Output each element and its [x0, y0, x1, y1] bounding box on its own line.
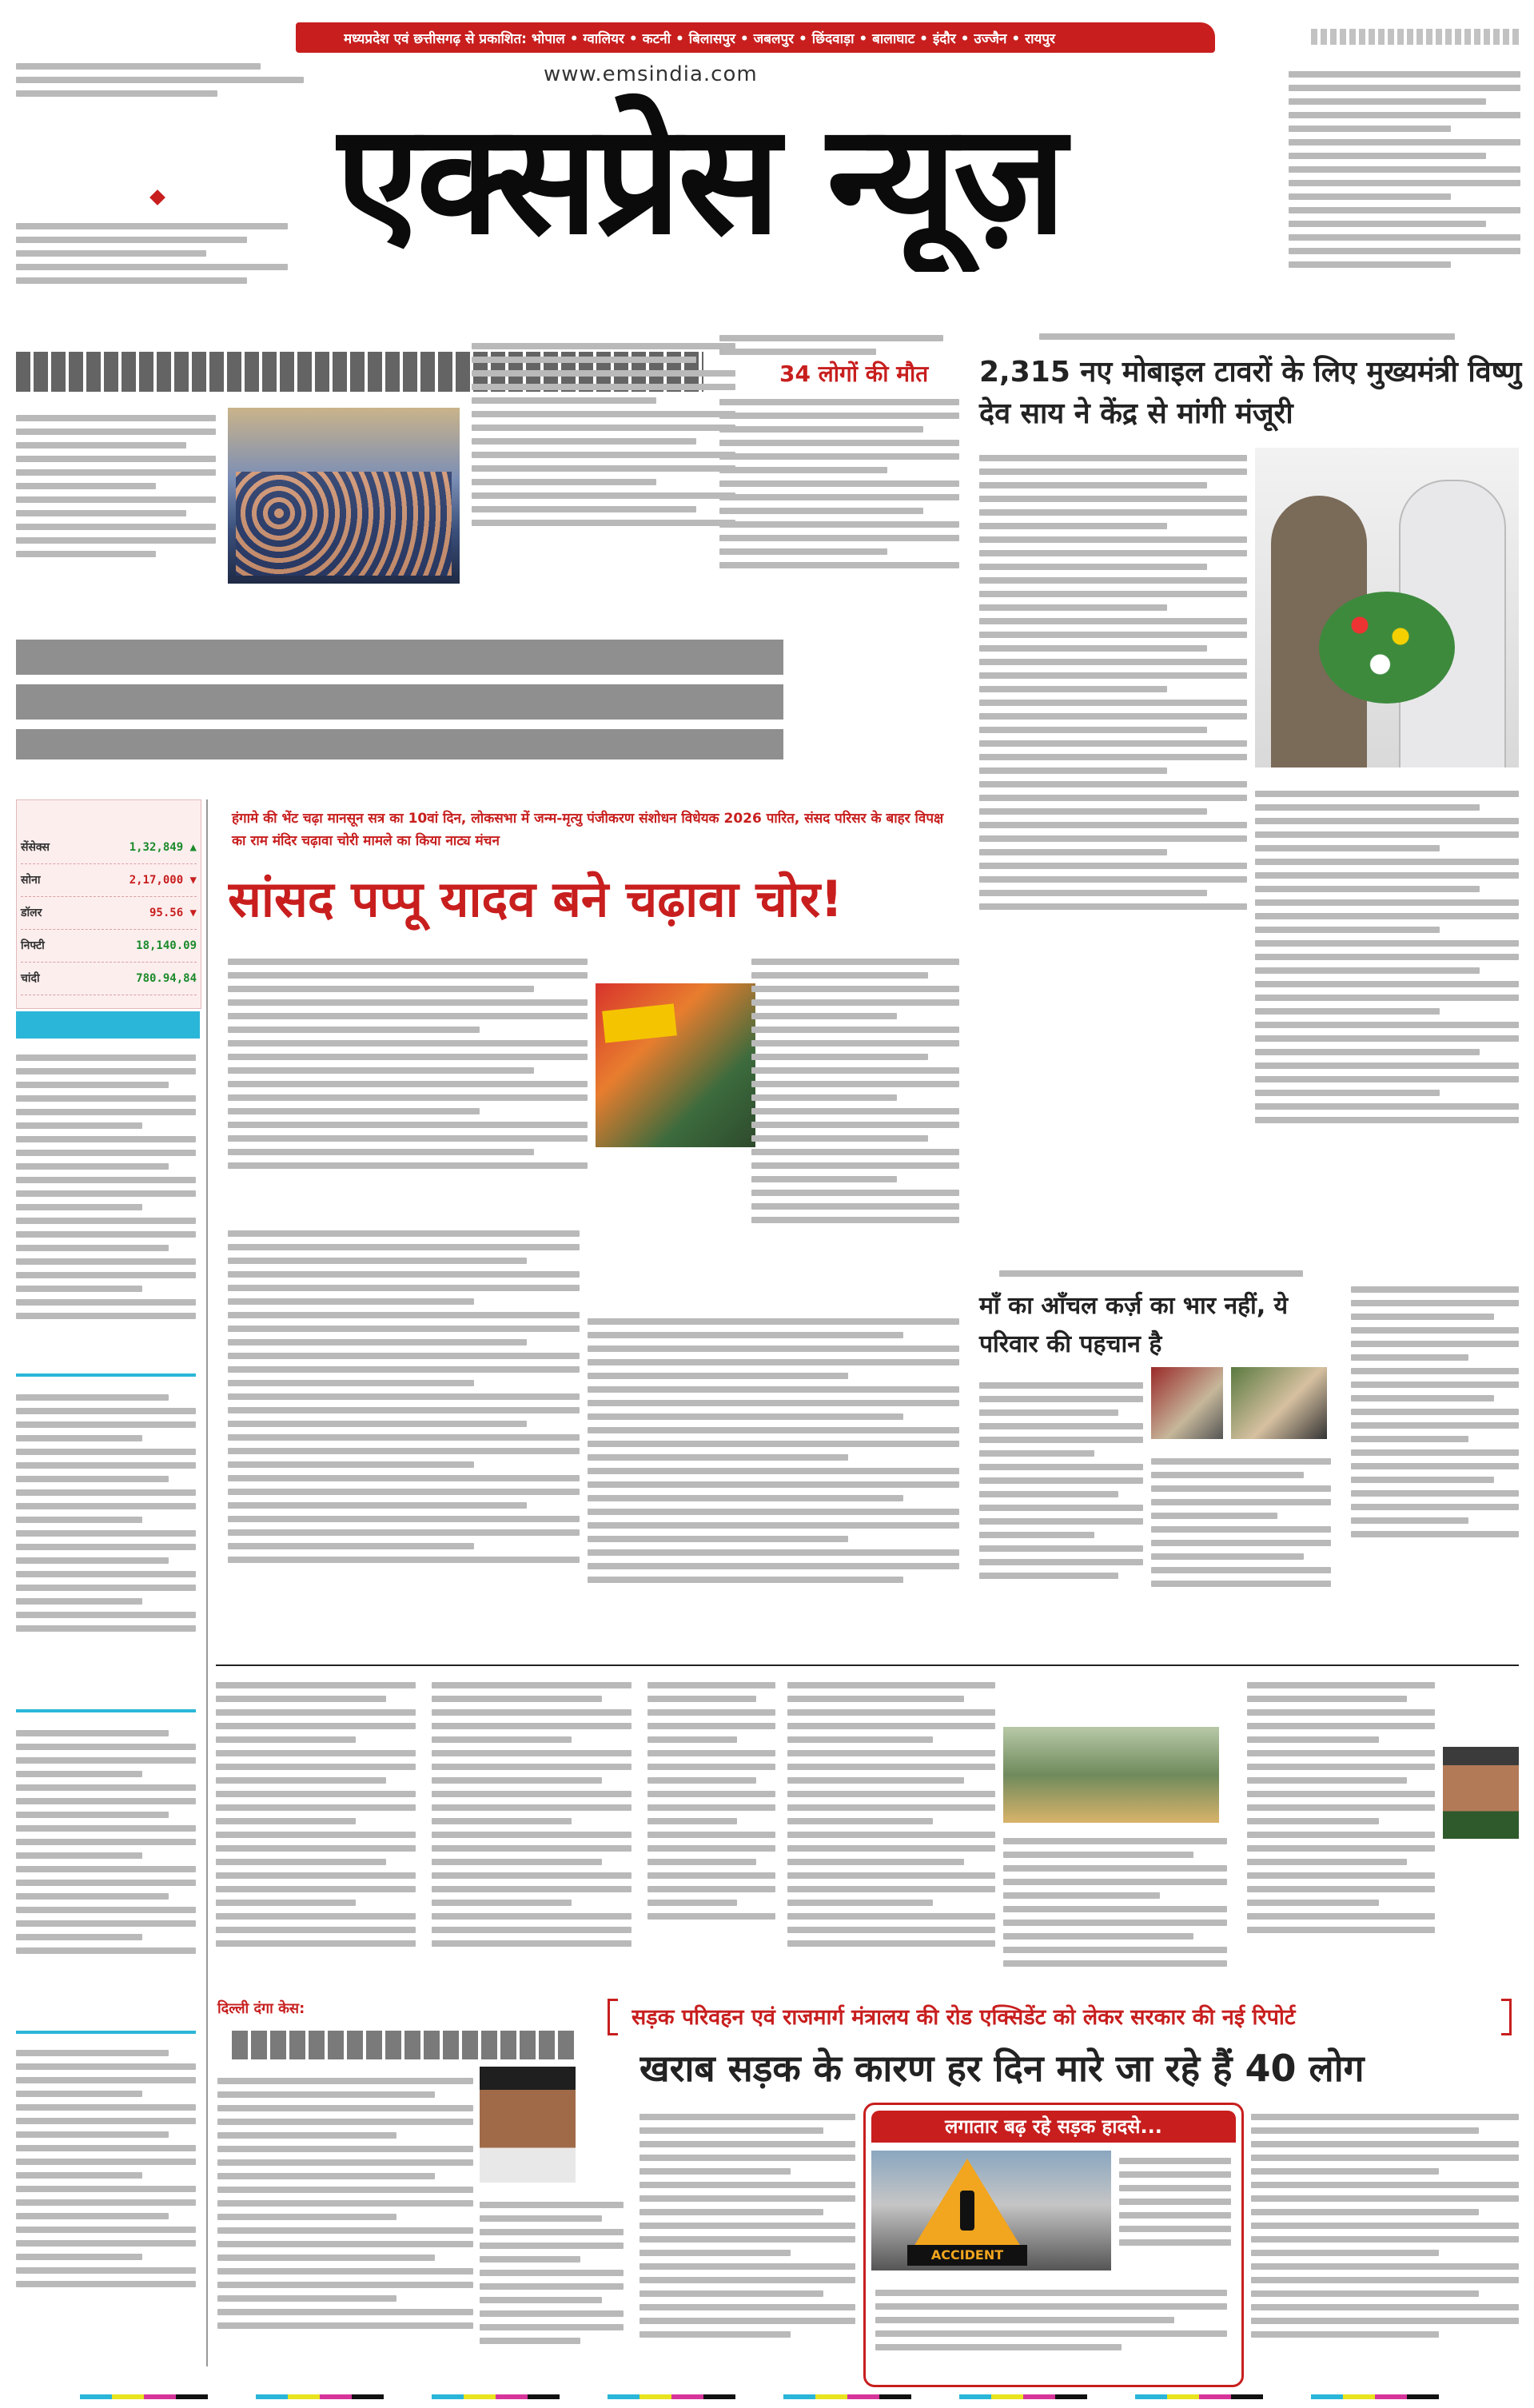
exclamation-icon	[960, 2191, 974, 2231]
bottom-story-2	[432, 1675, 632, 2011]
left-column-rule	[206, 799, 208, 2366]
left-column-text-3	[16, 1723, 196, 2019]
delhi-riots-headline	[232, 2031, 576, 2059]
bottom-story-1	[216, 1675, 416, 2011]
far-right-column	[1351, 1279, 1519, 1663]
pappu-photo	[596, 983, 755, 1147]
pappu-text-3	[228, 1223, 580, 1639]
mothers-headline: माँ का आँचल कर्ज़ का भार नहीं, ये परिवार की पहचान है	[979, 1292, 1289, 1358]
mid-left-headline	[16, 640, 783, 759]
pappu-kicker: हंगामे की भेंट चढ़ा मानसून सत्र का 10वां दिन, लोकसभा में जन्म-मृत्यु पंजीकरण संशोधन विधेयक 2026 पारित, संसद परिसर के बाहर विपक्ष का राम मंदिर चढ़ावा चोरी मामले का किया नाट्य मंचन	[232, 811, 944, 849]
left-column-text-4	[16, 2043, 196, 2362]
death-toll-text	[719, 392, 959, 608]
market-label: चांदी	[21, 972, 40, 985]
road-box-sign: ACCIDENT	[907, 2245, 1027, 2266]
masthead-title: एक्सप्रेस न्यूज़	[336, 91, 1063, 268]
edition-panel	[16, 56, 304, 320]
mothers-photo-2	[1231, 1367, 1327, 1439]
market-cyan-bar	[16, 1011, 200, 1039]
road-accident-photo	[871, 2151, 1111, 2270]
left-column-text	[16, 1047, 196, 1367]
diamond-icon	[149, 189, 165, 205]
registration-strip	[80, 2394, 1455, 2399]
delhi-riots-label: दिल्ली दंगा केस:	[217, 2000, 305, 2017]
cm-text	[979, 448, 1247, 1023]
mothers-text	[979, 1375, 1143, 1663]
pappu-text-4	[588, 1311, 959, 1639]
top-left-text	[16, 408, 216, 584]
market-rows	[21, 831, 197, 995]
pappu-text-2	[751, 951, 959, 1287]
top-left-photo	[228, 408, 460, 584]
market-value: 18,140.09	[136, 939, 197, 952]
left-cyan-divider-1	[16, 1373, 196, 1377]
bottom-story-3	[647, 1675, 775, 2011]
market-label: निफ्टी	[21, 939, 45, 952]
top-center-text	[472, 336, 735, 592]
cm-photo	[1255, 448, 1519, 767]
bottom-group-photo	[1003, 1727, 1219, 1823]
road-box-title: लगातार बढ़ रहे सड़क हादसे...	[871, 2111, 1236, 2143]
market-row	[21, 864, 197, 897]
mothers-text-2	[1151, 1451, 1331, 1659]
bottom-story-6	[1247, 1675, 1435, 2011]
market-value: 780.94,84	[136, 972, 197, 985]
mothers-photo-1	[1151, 1367, 1223, 1439]
road-kicker-bracket-right	[1501, 1999, 1512, 2035]
website-right	[1311, 29, 1519, 45]
road-headline: खराब सड़क के कारण हर दिन मारे जा रहे हैं 40 लोग	[639, 2047, 1365, 2090]
delhi-riots-portrait	[480, 2067, 576, 2183]
road-text-2	[1251, 2107, 1519, 2394]
right-top-column	[1289, 64, 1520, 336]
delhi-riots-text	[217, 2071, 473, 2390]
pappu-text-1	[228, 951, 588, 1215]
masthead-website: www.emsindia.com	[544, 62, 758, 86]
delhi-riots-text-2	[480, 2195, 624, 2390]
market-row	[21, 831, 197, 864]
market-label: डॉलर	[21, 907, 42, 919]
bottom-story-4	[787, 1675, 995, 2011]
road-text-1	[639, 2107, 855, 2394]
bottom-row-rule	[216, 1664, 1519, 1666]
left-column-text-2	[16, 1387, 196, 1699]
market-row	[21, 930, 197, 963]
market-value: 1,32,849 ▲	[129, 841, 197, 854]
market-value: 95.56 ▼	[149, 907, 197, 919]
cm-headline: 2,315 नए मोबाइल टावरों के लिए मुख्यमंत्री विष्णु देव साय ने केंद्र से मांगी मंजूरी	[979, 356, 1522, 430]
market-value: 2,17,000 ▼	[129, 874, 197, 887]
road-box-text	[875, 2282, 1227, 2374]
bouquet-icon	[1319, 592, 1455, 704]
top-strip-text: मध्यप्रदेश एवं छत्तीसगढ़ से प्रकाशित: भोपाल • ग्वालियर • कटनी • बिलासपुर • जबलपुर • छिंदवाड़ा • बालाघाट • इंदौर • उज्जैन • रायपुर	[344, 31, 1055, 47]
pappu-headline: सांसद पप्पू यादव बने चढ़ावा चोर!	[228, 870, 843, 928]
market-row	[21, 963, 197, 995]
death-toll-kicker	[719, 328, 943, 360]
cm-text-2	[1255, 783, 1519, 1263]
left-cyan-divider-2	[16, 1709, 196, 1712]
road-kicker: सड़क परिवहन एवं राजमार्ग मंत्रालय की रोड एक्सिडेंट को लेकर सरकार की नई रिपोर्ट	[632, 2005, 1296, 2030]
left-cyan-divider-3	[16, 2031, 196, 2034]
bottom-portrait	[1443, 1747, 1519, 1839]
road-kicker-bracket-left	[608, 1999, 618, 2035]
market-label: सोना	[21, 874, 41, 887]
cm-kicker	[1039, 326, 1455, 344]
bottom-story-5	[1003, 1831, 1227, 2015]
market-row	[21, 897, 197, 930]
death-toll-headline: 34 लोगों की मौत	[779, 361, 929, 387]
mothers-kicker	[999, 1263, 1303, 1281]
market-label: सेंसेक्स	[21, 841, 50, 854]
road-box-table	[1119, 2151, 1231, 2270]
